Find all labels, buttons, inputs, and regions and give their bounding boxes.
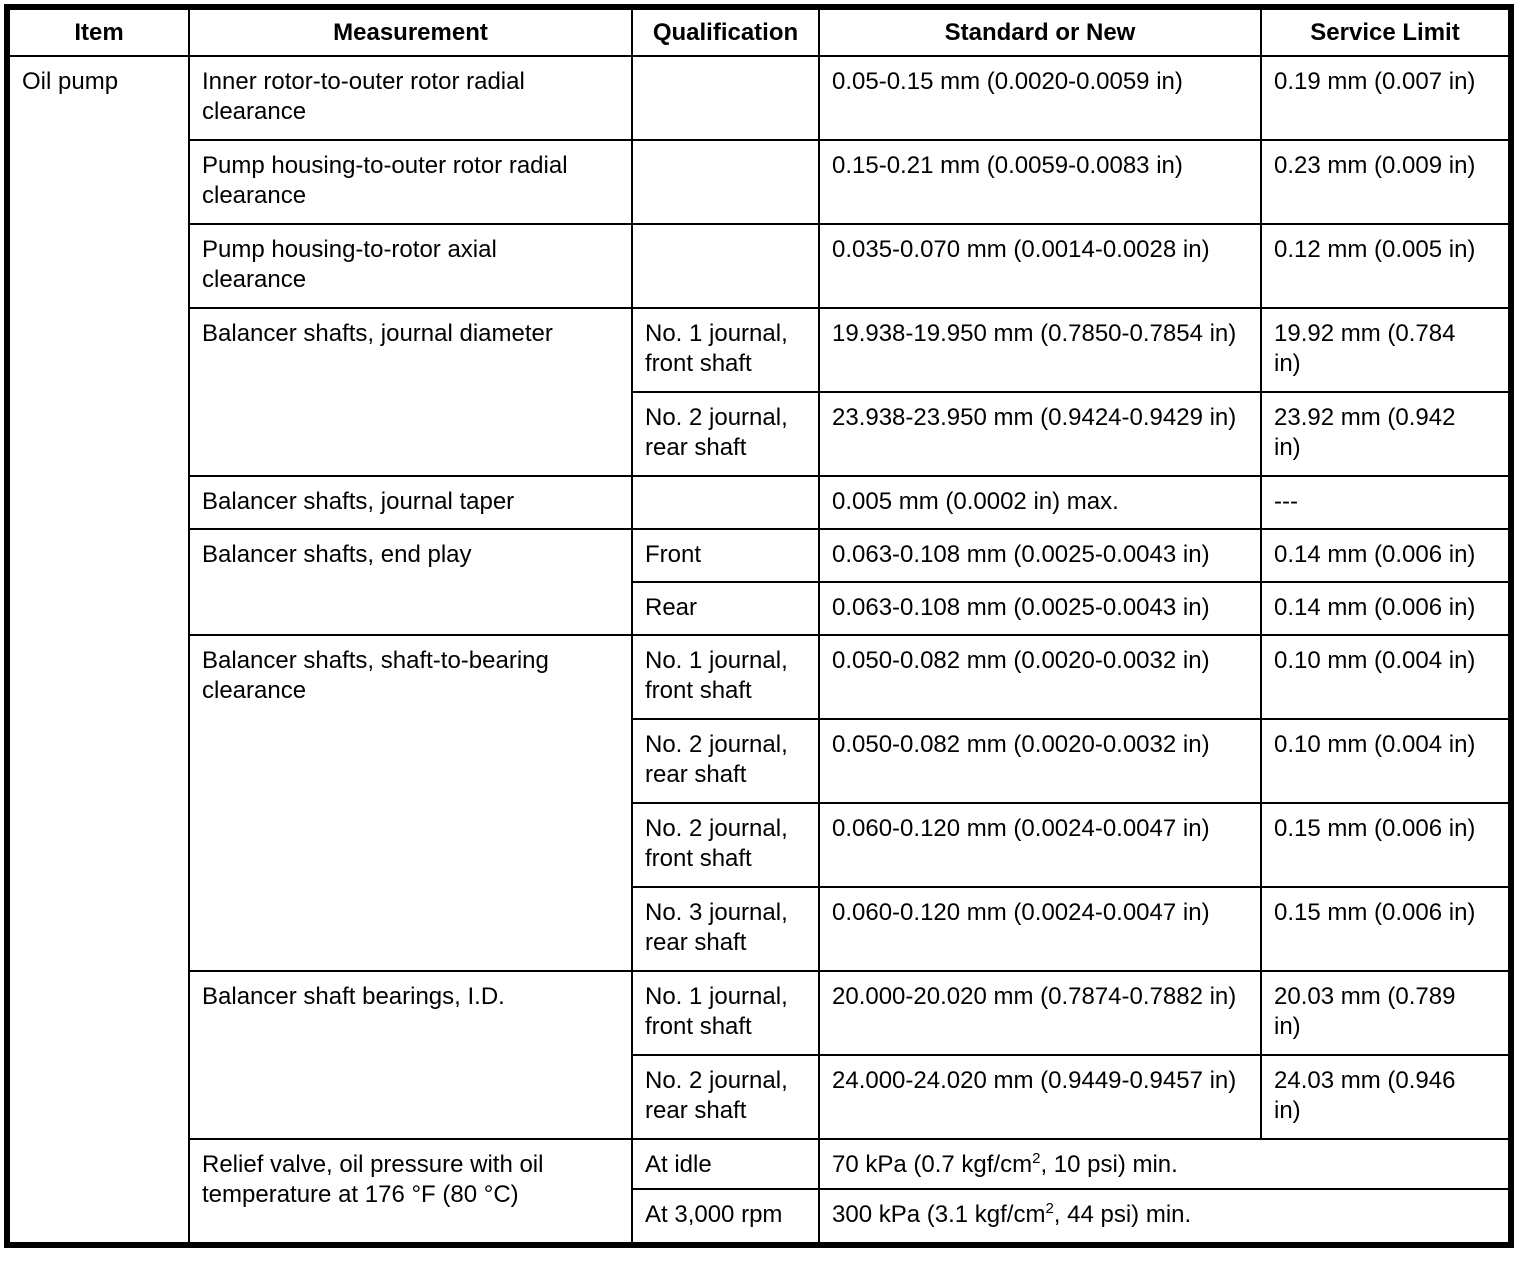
col-header-service-limit: Service Limit <box>1261 7 1511 56</box>
measurement-cell: Inner rotor-to-outer rotor radial clearance <box>189 56 632 140</box>
service-limit-cell: 0.23 mm (0.009 in) <box>1261 140 1511 224</box>
standard-cell: 0.063-0.108 mm (0.0025-0.0043 in) <box>819 582 1261 635</box>
measurement-cell: Balancer shafts, end play <box>189 529 632 635</box>
standard-value-part: 300 kPa (3.1 kgf/cm <box>832 1201 1046 1228</box>
table-row <box>7 529 1511 582</box>
measurement-cell: Relief valve, oil pressure with oil temperature at 176 °F (80 °C) <box>189 1139 632 1245</box>
table-row <box>7 476 1511 529</box>
measurement-cell: Balancer shaft bearings, I.D. <box>189 971 632 1139</box>
table-row <box>7 971 1511 1055</box>
header-row <box>7 7 1511 56</box>
service-limit-cell: --- <box>1261 476 1511 529</box>
col-header-item: Item <box>7 7 189 56</box>
measurement-cell: Balancer shafts, journal diameter <box>189 308 632 476</box>
service-limit-cell: 20.03 mm (0.789 in) <box>1261 971 1511 1055</box>
service-limit-cell: 0.12 mm (0.005 in) <box>1261 224 1511 308</box>
measurement-cell: Balancer shafts, journal taper <box>189 476 632 529</box>
standard-cell: 0.035-0.070 mm (0.0014-0.0028 in) <box>819 224 1261 308</box>
qualification-cell: Front <box>632 529 819 582</box>
table-row <box>7 140 1511 224</box>
table-row <box>7 56 1511 140</box>
standard-cell: 0.15-0.21 mm (0.0059-0.0083 in) <box>819 140 1261 224</box>
standard-cell: 0.05-0.15 mm (0.0020-0.0059 in) <box>819 56 1261 140</box>
service-limit-cell: 0.14 mm (0.006 in) <box>1261 582 1511 635</box>
service-limit-cell: 19.92 mm (0.784 in) <box>1261 308 1511 392</box>
qualification-cell <box>632 56 819 140</box>
service-limit-cell: 23.92 mm (0.942 in) <box>1261 392 1511 476</box>
standard-cell: 19.938-19.950 mm (0.7850-0.7854 in) <box>819 308 1261 392</box>
qualification-cell <box>632 140 819 224</box>
standard-cell <box>819 1139 1511 1189</box>
item-cell: Oil pump <box>7 56 189 1245</box>
qualification-cell <box>632 224 819 308</box>
qualification-cell: No. 2 journal, rear shaft <box>632 1055 819 1139</box>
standard-cell: 0.050-0.082 mm (0.0020-0.0032 in) <box>819 719 1261 803</box>
standard-value-part: , 10 psi) min. <box>1040 1151 1178 1178</box>
qualification-cell <box>632 476 819 529</box>
oil-pump-spec-table <box>4 4 1514 1248</box>
qualification-cell: No. 1 journal, front shaft <box>632 971 819 1055</box>
qualification-cell: No. 2 journal, rear shaft <box>632 392 819 476</box>
measurement-cell: Balancer shafts, shaft-to-bearing clearance <box>189 635 632 971</box>
standard-cell: 0.060-0.120 mm (0.0024-0.0047 in) <box>819 887 1261 971</box>
qualification-cell: No. 1 journal, front shaft <box>632 308 819 392</box>
standard-cell <box>819 1189 1511 1245</box>
measurement-cell: Pump housing-to-rotor axial clearance <box>189 224 632 308</box>
col-header-standard: Standard or New <box>819 7 1261 56</box>
service-limit-cell: 0.19 mm (0.007 in) <box>1261 56 1511 140</box>
table-row <box>7 1139 1511 1189</box>
superscript-2: 2 <box>1032 1150 1041 1167</box>
standard-cell: 0.063-0.108 mm (0.0025-0.0043 in) <box>819 529 1261 582</box>
superscript-2: 2 <box>1045 1200 1054 1217</box>
service-limit-cell: 0.15 mm (0.006 in) <box>1261 803 1511 887</box>
service-limit-cell: 0.14 mm (0.006 in) <box>1261 529 1511 582</box>
standard-cell: 23.938-23.950 mm (0.9424-0.9429 in) <box>819 392 1261 476</box>
standard-cell: 0.050-0.082 mm (0.0020-0.0032 in) <box>819 635 1261 719</box>
qualification-cell: Rear <box>632 582 819 635</box>
standard-cell: 20.000-20.020 mm (0.7874-0.7882 in) <box>819 971 1261 1055</box>
table-row <box>7 635 1511 719</box>
measurement-cell: Pump housing-to-outer rotor radial clearance <box>189 140 632 224</box>
col-header-measurement: Measurement <box>189 7 632 56</box>
qualification-cell: No. 2 journal, front shaft <box>632 803 819 887</box>
standard-value-part: , 44 psi) min. <box>1053 1201 1192 1228</box>
standard-value-part: 70 kPa (0.7 kgf/cm <box>832 1151 1033 1178</box>
service-limit-cell: 0.10 mm (0.004 in) <box>1261 719 1511 803</box>
qualification-cell: No. 3 journal, rear shaft <box>632 887 819 971</box>
qualification-cell: At idle <box>632 1139 819 1189</box>
standard-cell: 0.005 mm (0.0002 in) max. <box>819 476 1261 529</box>
qualification-cell: At 3,000 rpm <box>632 1189 819 1245</box>
service-limit-cell: 0.15 mm (0.006 in) <box>1261 887 1511 971</box>
qualification-cell: No. 1 journal, front shaft <box>632 635 819 719</box>
table-row <box>7 308 1511 392</box>
standard-cell: 24.000-24.020 mm (0.9449-0.9457 in) <box>819 1055 1261 1139</box>
col-header-qualification: Qualification <box>632 7 819 56</box>
table-row <box>7 224 1511 308</box>
service-limit-cell: 24.03 mm (0.946 in) <box>1261 1055 1511 1139</box>
service-limit-cell: 0.10 mm (0.004 in) <box>1261 635 1511 719</box>
standard-cell: 0.060-0.120 mm (0.0024-0.0047 in) <box>819 803 1261 887</box>
qualification-cell: No. 2 journal, rear shaft <box>632 719 819 803</box>
